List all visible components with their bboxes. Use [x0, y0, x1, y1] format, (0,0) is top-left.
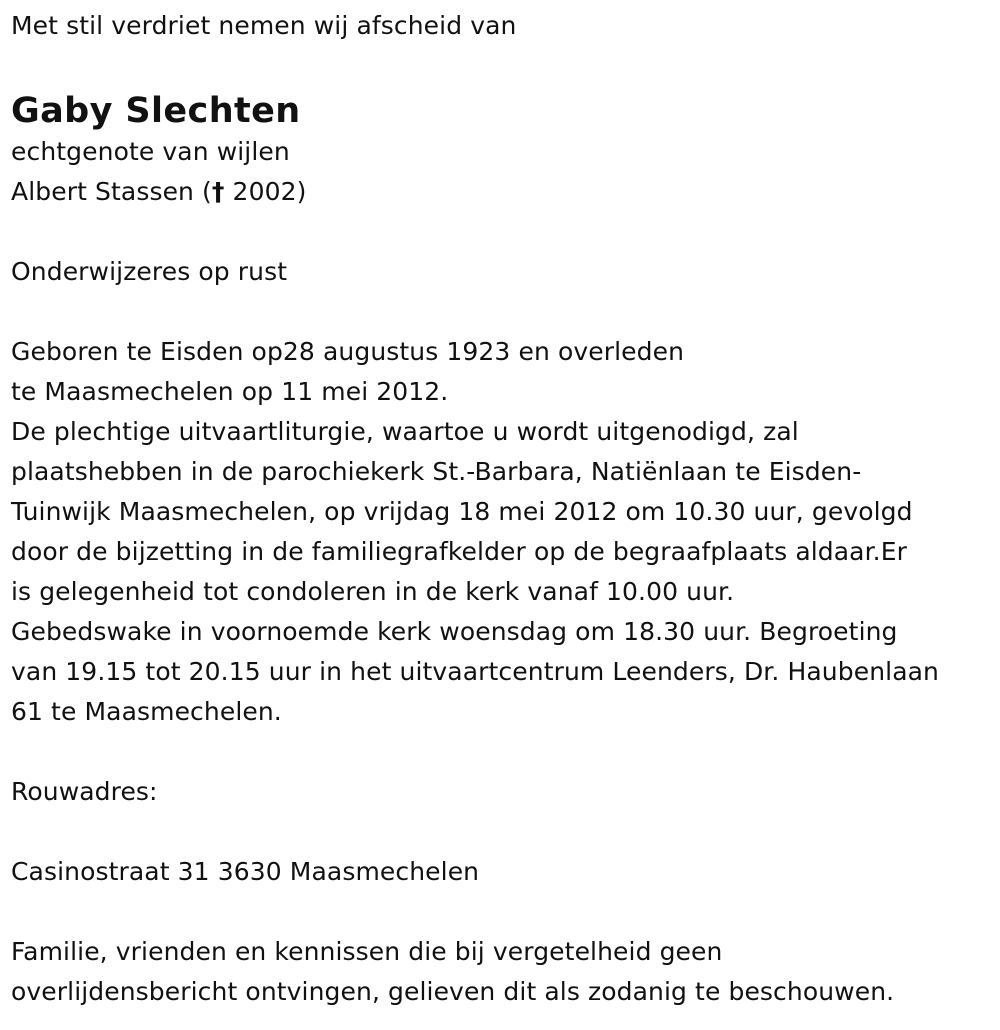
spacer — [11, 732, 991, 772]
spacer — [11, 812, 991, 852]
closing-line: Familie, vrienden en kennissen die bij vergetelheid geen — [11, 937, 723, 966]
cross-icon: † — [211, 177, 225, 206]
intro-text: Met stil verdriet nemen wij afscheid van — [11, 11, 517, 40]
spacer — [11, 292, 991, 332]
closing-paragraph — [11, 932, 991, 1012]
spouse-line-2 — [11, 172, 991, 212]
occupation: Onderwijzeres op rust — [11, 257, 288, 286]
address-value: Casinostraat 31 3630 Maasmechelen — [11, 857, 480, 886]
closing-line: overlijdensbericht ontvingen, gelieven dit als zodanig te beschouwen. — [11, 977, 895, 1006]
details-line: De plechtige uitvaartliturgie, waartoe u wordt uitgenodigd, zal — [11, 417, 799, 446]
details-line: 61 te Maasmechelen. — [11, 697, 282, 726]
details-line: door de bijzetting in de familiegrafkelder op de begraafplaats aldaar.Er — [11, 537, 907, 566]
obituary-notice — [11, 6, 991, 1012]
address-label: Rouwadres: — [11, 777, 158, 806]
details-line: te Maasmechelen op 11 mei 2012. — [11, 377, 449, 406]
details-line: plaatshebben in de parochiekerk St.-Barbara, Natiënlaan te Eisden- — [11, 457, 862, 486]
details-line: Geboren te Eisden op28 augustus 1923 en overleden — [11, 337, 685, 366]
spacer — [11, 892, 991, 932]
spacer — [11, 212, 991, 252]
spouse-name: Albert Stassen ( — [11, 177, 212, 206]
details-line: van 19.15 tot 20.15 uur in het uitvaartcentrum Leenders, Dr. Haubenlaan — [11, 657, 939, 686]
spouse-death-year: 2002) — [224, 177, 307, 206]
spouse-line-1: echtgenote van wijlen — [11, 137, 290, 166]
details-paragraph — [11, 332, 991, 732]
details-line: Tuinwijk Maasmechelen, op vrijdag 18 mei 2012 om 10.30 uur, gevolgd — [11, 497, 913, 526]
deceased-name: Gaby Slechten — [11, 91, 301, 131]
details-line: Gebedswake in voornoemde kerk woensdag om 18.30 uur. Begroeting — [11, 617, 898, 646]
details-line: is gelegenheid tot condoleren in de kerk vanaf 10.00 uur. — [11, 577, 735, 606]
